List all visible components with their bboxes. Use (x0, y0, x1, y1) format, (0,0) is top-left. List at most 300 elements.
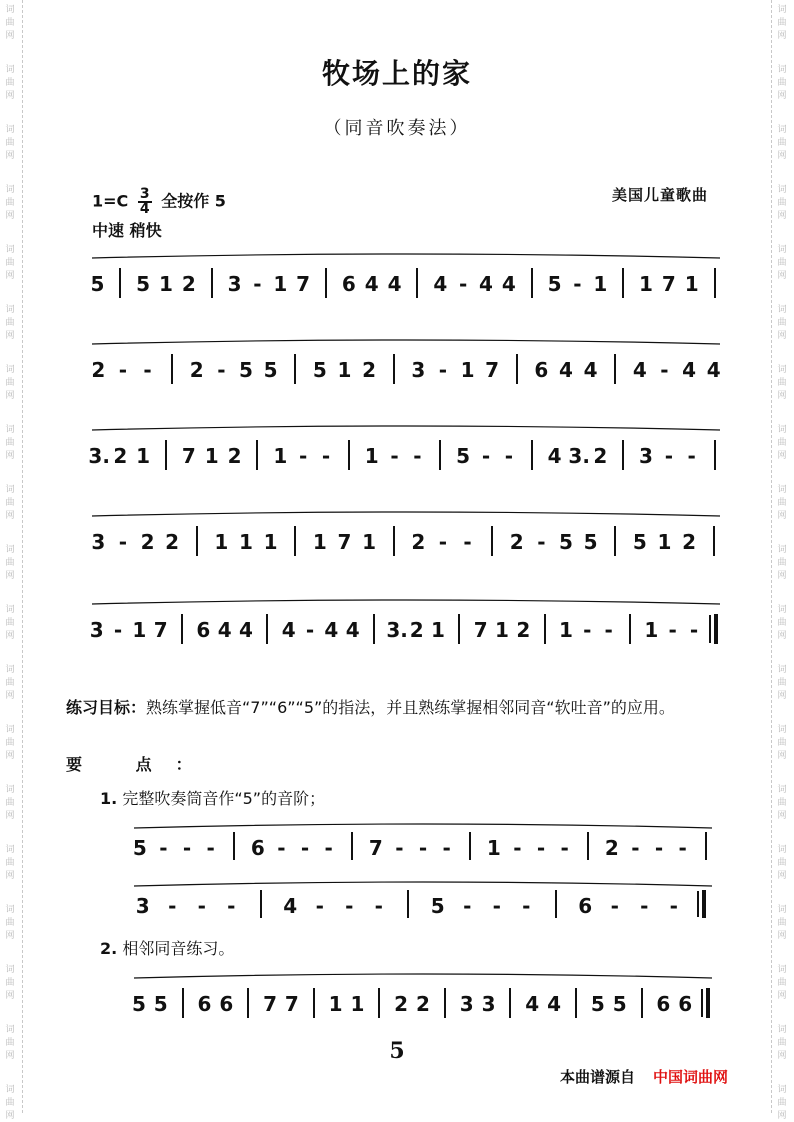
note: 2 (509, 530, 524, 554)
watermark-glyph: 网 (5, 211, 15, 221)
note: 7 (263, 992, 277, 1016)
note: 2 (411, 530, 426, 554)
dash-extension: - (315, 894, 324, 918)
watermark-glyph: 网 (777, 511, 787, 521)
note: 1 (328, 992, 343, 1016)
note: 3 (227, 272, 242, 296)
watermark-glyph: 词 (5, 425, 15, 435)
watermark-glyph: 词 (5, 365, 15, 375)
note: 5 (547, 272, 562, 296)
watermark-glyph: 网 (5, 811, 15, 821)
note: 4 (479, 272, 493, 296)
note: 1 (273, 444, 288, 468)
watermark-right (771, 0, 794, 1121)
watermark-glyph: 网 (777, 91, 787, 101)
note: 1 (214, 530, 229, 554)
note: 3 (411, 358, 426, 382)
watermark-glyph: 网 (5, 331, 15, 341)
dash-extension: - (481, 444, 491, 468)
watermark-glyph: 词 (5, 1085, 15, 1095)
source-label: 本曲谱源自 (560, 1068, 636, 1086)
goal-text: 熟练掌握低音“7”“6”“5”的指法，并且熟练掌握相邻同音“软吐音”的应用。 (146, 698, 675, 717)
note: 4 (364, 272, 379, 296)
dash-extension: - (321, 444, 331, 468)
watermark-glyph: 词 (5, 905, 15, 915)
barline (378, 988, 380, 1018)
barline (444, 988, 446, 1018)
dash-extension: - (689, 618, 699, 642)
watermark-glyph: 词 (777, 1085, 787, 1095)
barline (393, 526, 395, 556)
watermark-glyph: 曲 (777, 438, 787, 448)
watermark-glyph: 词 (777, 65, 787, 75)
dash-extension: - (197, 894, 206, 918)
dash-extension: - (536, 836, 546, 860)
watermark-glyph: 词 (5, 845, 15, 855)
watermark-glyph: 网 (5, 91, 15, 101)
watermark-glyph: 网 (5, 391, 15, 401)
barline (714, 440, 716, 470)
note: 1 (431, 618, 445, 642)
barline (713, 526, 715, 556)
dash-extension: - (277, 836, 286, 860)
watermark-glyph: 曲 (777, 318, 787, 328)
barline (182, 988, 184, 1018)
barline (416, 268, 418, 298)
watermark-glyph: 词 (777, 605, 787, 615)
watermark-glyph: 词 (5, 1025, 15, 1035)
slur-line (128, 818, 718, 838)
dash-extension: - (438, 358, 448, 382)
barline (531, 440, 533, 470)
note: 6 (250, 836, 265, 860)
watermark-glyph: 网 (5, 151, 15, 161)
note: 1 (460, 358, 475, 382)
practice-goal (66, 694, 756, 722)
slur-line (128, 876, 718, 896)
barline (165, 440, 167, 470)
barline (641, 988, 643, 1018)
note: 2 (409, 618, 424, 642)
barline (544, 614, 546, 644)
watermark-glyph: 网 (5, 271, 15, 281)
note: 3 (89, 618, 104, 642)
watermark-glyph: 网 (5, 691, 15, 701)
note: 2 (181, 272, 196, 296)
page-number: 5 (389, 1038, 405, 1064)
watermark-glyph: 词 (777, 1025, 787, 1035)
watermark-glyph: 曲 (5, 858, 15, 868)
dash-extension: - (345, 894, 354, 918)
watermark-glyph: 网 (5, 571, 15, 581)
score-system-2 (86, 334, 726, 414)
barline (491, 526, 493, 556)
note: 5 (153, 992, 168, 1016)
note: 6 (341, 272, 356, 296)
note: 1 (639, 272, 653, 296)
dash-extension: - (324, 836, 333, 860)
final-barline (706, 988, 710, 1018)
watermark-glyph: 曲 (5, 978, 15, 988)
composer-label: 美国儿童歌曲 (611, 186, 708, 204)
watermark-glyph: 网 (777, 631, 787, 641)
note: 1 (362, 530, 377, 554)
watermark-glyph: 曲 (777, 1038, 787, 1048)
watermark-glyph: 网 (777, 691, 787, 701)
barline (531, 268, 533, 298)
watermark-glyph: 网 (777, 571, 787, 581)
note: 1 (132, 618, 147, 642)
watermark-glyph: 曲 (777, 678, 787, 688)
score-system-4 (86, 506, 726, 586)
barline (614, 526, 616, 556)
dash-extension: - (390, 444, 399, 468)
note: 2 (604, 836, 619, 860)
watermark-glyph: 曲 (777, 858, 787, 868)
barline (629, 614, 631, 644)
note: 5 (430, 894, 445, 918)
dash-extension: - (664, 444, 673, 468)
note: 7 (296, 272, 311, 296)
watermark-glyph: 网 (5, 931, 15, 941)
source-site-link[interactable]: 中国词曲网 (653, 1068, 729, 1086)
dash-extension: - (395, 836, 404, 860)
note: 4 (525, 992, 540, 1016)
note: 4 (387, 272, 402, 296)
key-signature (92, 188, 226, 216)
note: 5 (612, 992, 627, 1016)
note: 1 (350, 992, 365, 1016)
note: 1 (559, 618, 573, 642)
note: 6 (656, 992, 671, 1016)
note: 4 (501, 272, 516, 296)
barline (575, 988, 577, 1018)
dash-extension: - (522, 894, 531, 918)
watermark-left (0, 0, 23, 1121)
dash-extension: - (217, 358, 226, 382)
note: 7 (284, 992, 299, 1016)
watermark-glyph: 词 (5, 65, 15, 75)
watermark-glyph: 网 (777, 451, 787, 461)
watermark-glyph: 曲 (5, 558, 15, 568)
note: 2 (516, 618, 531, 642)
watermark-glyph: 词 (5, 185, 15, 195)
note: 4 (324, 618, 339, 642)
note: 4 (559, 358, 573, 382)
dash-extension: - (413, 444, 422, 468)
note: 4 (345, 618, 360, 642)
note: 3. (568, 444, 590, 468)
watermark-glyph: 网 (5, 751, 15, 761)
watermark-glyph: 曲 (777, 198, 787, 208)
goal-lead: 练习目标： (66, 698, 147, 717)
barline (211, 268, 213, 298)
watermark-glyph: 词 (777, 545, 787, 555)
note: 6 (534, 358, 549, 382)
watermark-glyph: 网 (777, 751, 787, 761)
dash-extension: - (118, 530, 128, 554)
watermark-glyph: 词 (777, 185, 787, 195)
watermark-glyph: 网 (5, 31, 15, 41)
note: 3 (91, 530, 106, 554)
note: 4 (547, 444, 562, 468)
watermark-glyph: 曲 (5, 738, 15, 748)
note: 2 (682, 530, 697, 554)
watermark-glyph: 曲 (5, 138, 15, 148)
watermark-glyph: 曲 (777, 378, 787, 388)
note: 3 (639, 444, 653, 468)
watermark-glyph: 词 (5, 485, 15, 495)
note: 7 (153, 618, 168, 642)
watermark-glyph: 曲 (777, 738, 787, 748)
watermark-glyph: 词 (5, 5, 15, 15)
dash-extension: - (513, 836, 522, 860)
slur-line (86, 506, 726, 526)
barline (714, 268, 716, 298)
dash-extension: - (631, 836, 640, 860)
watermark-glyph: 词 (777, 725, 787, 735)
barline (509, 988, 511, 1018)
watermark-glyph: 曲 (777, 1098, 787, 1108)
dash-extension: - (640, 894, 649, 918)
note: 4 (682, 358, 697, 382)
note: 1 (273, 272, 288, 296)
dash-extension: - (687, 444, 696, 468)
watermark-glyph: 曲 (777, 138, 787, 148)
point-1-label: 1. (100, 789, 118, 808)
watermark-glyph: 曲 (777, 78, 787, 88)
dash-extension: - (118, 358, 128, 382)
note: 2 (227, 444, 242, 468)
watermark-glyph: 曲 (5, 498, 15, 508)
barline (458, 614, 460, 644)
point-2-text: 相邻同音练习。 (122, 939, 235, 958)
watermark-glyph: 曲 (777, 498, 787, 508)
note: 1 (486, 836, 501, 860)
note: 5 (136, 272, 151, 296)
note: 4 (239, 618, 253, 642)
slur-line (128, 968, 718, 988)
dash-extension: - (305, 618, 315, 642)
slur-line (86, 334, 726, 354)
dash-extension: - (537, 530, 546, 554)
note: 5 (90, 272, 105, 296)
watermark-glyph: 曲 (5, 258, 15, 268)
watermark-glyph: 词 (777, 845, 787, 855)
dash-extension: - (182, 836, 192, 860)
note: 7 (181, 444, 196, 468)
watermark-glyph: 词 (5, 545, 15, 555)
watermark-glyph: 词 (777, 785, 787, 795)
dash-extension: - (669, 894, 678, 918)
note: 4 (281, 618, 296, 642)
dash-extension: - (374, 894, 383, 918)
watermark-glyph: 曲 (5, 318, 15, 328)
watermark-glyph: 词 (5, 725, 15, 735)
watermark-glyph: 网 (777, 271, 787, 281)
watermark-glyph: 曲 (777, 798, 787, 808)
watermark-glyph: 词 (777, 5, 787, 15)
barline (266, 614, 268, 644)
note: 5 (632, 530, 647, 554)
barline (256, 440, 258, 470)
note: 6 (197, 992, 212, 1016)
score-system-1 (86, 248, 726, 328)
tempo-marking: 中速 稍快 (92, 221, 162, 240)
note: 5 (590, 992, 605, 1016)
note: 5 (312, 358, 327, 382)
watermark-glyph: 曲 (777, 558, 787, 568)
watermark-glyph: 词 (5, 125, 15, 135)
note: 1 (263, 530, 278, 554)
dash-extension: - (604, 618, 613, 642)
watermark-glyph: 网 (5, 631, 15, 641)
dash-extension: - (168, 894, 177, 918)
time-signature (138, 188, 152, 216)
dash-extension: - (300, 836, 310, 860)
note: 7 (485, 358, 500, 382)
watermark-glyph: 网 (777, 871, 787, 881)
dash-extension: - (298, 444, 308, 468)
watermark-glyph: 曲 (5, 438, 15, 448)
note: 4 (433, 272, 448, 296)
dash-extension: - (418, 836, 428, 860)
dash-extension: - (253, 272, 262, 296)
watermark-glyph: 网 (777, 811, 787, 821)
barline (393, 354, 395, 384)
watermark-glyph: 网 (5, 511, 15, 521)
note: 6 (578, 894, 593, 918)
watermark-glyph: 曲 (777, 918, 787, 928)
watermark-glyph: 曲 (777, 18, 787, 28)
slur-line (86, 248, 726, 268)
watermark-glyph: 词 (777, 425, 787, 435)
note: 1 (136, 444, 151, 468)
watermark-glyph: 词 (777, 305, 787, 315)
note: 6 (678, 992, 693, 1016)
barline (373, 614, 375, 644)
watermark-glyph: 网 (777, 1111, 787, 1121)
note: 3. (88, 444, 110, 468)
dash-extension: - (504, 444, 513, 468)
note: 2 (113, 444, 128, 468)
score-system-3 (86, 420, 726, 500)
watermark-glyph: 词 (5, 605, 15, 615)
watermark-glyph: 词 (777, 245, 787, 255)
watermark-glyph: 曲 (5, 198, 15, 208)
watermark-glyph: 词 (777, 125, 787, 135)
barline (622, 440, 624, 470)
note: 2 (140, 530, 155, 554)
barline (294, 354, 296, 384)
note: 2 (394, 992, 409, 1016)
dash-extension: - (442, 836, 451, 860)
note: 1 (337, 358, 352, 382)
dash-extension: - (159, 836, 168, 860)
note: 3. (386, 618, 408, 642)
note: 5 (131, 992, 146, 1016)
note: 1 (364, 444, 379, 468)
dash-extension: - (583, 618, 592, 642)
dash-extension: - (492, 894, 501, 918)
note: 3 (481, 992, 496, 1016)
key-prefix: 1=C (92, 191, 129, 211)
dash-extension: - (610, 894, 619, 918)
watermark-glyph: 网 (777, 391, 787, 401)
note: 5 (132, 836, 147, 860)
dash-extension: - (113, 618, 123, 642)
watermark-glyph: 曲 (777, 978, 787, 988)
point-1 (100, 786, 325, 809)
barline (181, 614, 183, 644)
note: 1 (644, 618, 659, 642)
note: 7 (661, 272, 676, 296)
note: 7 (368, 836, 383, 860)
slur-line (86, 594, 726, 614)
point-2 (100, 936, 234, 959)
slur-line (86, 420, 726, 440)
watermark-glyph: 曲 (777, 618, 787, 628)
point-2-label: 2. (100, 939, 118, 958)
barline (614, 354, 616, 384)
time-denominator: 4 (139, 201, 150, 217)
note: 1 (684, 272, 699, 296)
note: 4 (706, 358, 721, 382)
note: 4 (217, 618, 232, 642)
watermark-glyph: 网 (777, 211, 787, 221)
watermark-glyph: 词 (777, 365, 787, 375)
watermark-glyph: 网 (777, 331, 787, 341)
barline (247, 988, 249, 1018)
note: 5 (239, 358, 253, 382)
note: 2 (189, 358, 204, 382)
dash-extension: - (463, 894, 472, 918)
dash-extension: - (438, 530, 448, 554)
watermark-glyph: 词 (777, 485, 787, 495)
barline (294, 526, 296, 556)
barline (196, 526, 198, 556)
point-1-text: 完整吹奏筒音作“5”的音阶； (122, 789, 326, 808)
dash-extension: - (143, 358, 152, 382)
note: 1 (657, 530, 672, 554)
note: 4 (632, 358, 647, 382)
source-credit (560, 1066, 728, 1087)
note: 1 (495, 618, 509, 642)
watermark-glyph: 网 (777, 151, 787, 161)
barline (171, 354, 173, 384)
fingering-label: 全按作 5 (161, 191, 226, 211)
dash-extension: - (227, 894, 236, 918)
watermark-glyph: 曲 (5, 798, 15, 808)
note: 1 (239, 530, 253, 554)
dash-extension: - (206, 836, 215, 860)
note: 1 (159, 272, 173, 296)
note: 1 (312, 530, 327, 554)
watermark-glyph: 词 (5, 245, 15, 255)
note: 4 (583, 358, 598, 382)
time-numerator: 3 (139, 186, 150, 202)
note: 5 (559, 530, 573, 554)
watermark-glyph: 网 (5, 991, 15, 1001)
watermark-glyph: 词 (5, 785, 15, 795)
note: 1 (593, 272, 608, 296)
note: 6 (196, 618, 211, 642)
watermark-glyph: 网 (777, 1051, 787, 1061)
note: 4 (547, 992, 562, 1016)
barline (622, 268, 624, 298)
watermark-glyph: 网 (5, 1111, 15, 1121)
dash-extension: - (678, 836, 687, 860)
